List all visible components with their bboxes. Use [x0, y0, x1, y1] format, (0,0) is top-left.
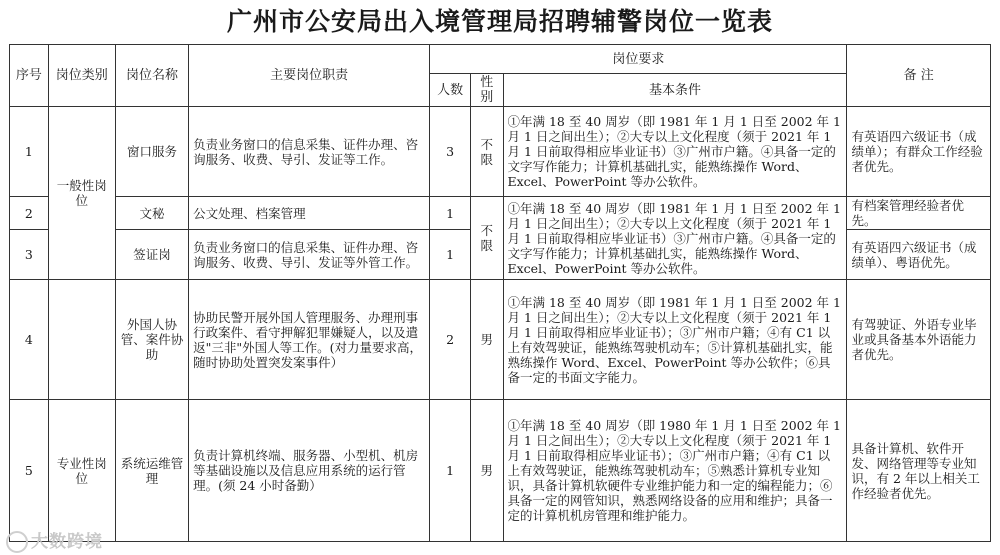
watermark-logo-icon [6, 531, 28, 553]
header-remarks: 备 注 [847, 45, 991, 107]
position-basic: ①年满 18 至 40 周岁（即 1981 年 1 月 1 日至 2002 年 1 月 1 日之间出生）；②大专以上文化程度（须于 2021 年 1 月 1 日前取得相应毕业证书）③广州市户籍。④具备一定的文字写作能力；计算机基础扎实，能熟练操作 Word、Excel、PowerPoint 等办公软件。 [503, 107, 847, 197]
table-row [10, 280, 991, 400]
position-remarks: 具备计算机、软件开发、网络管理等专业知识，有 2 年以上相关工作经验者优先。 [847, 400, 991, 542]
position-count: 3 [430, 107, 471, 197]
header-requirements: 岗位要求 [430, 45, 847, 74]
header-count: 人数 [430, 74, 471, 107]
position-name: 签证岗 [115, 230, 188, 280]
position-count: 1 [430, 400, 471, 542]
position-remarks: 有驾驶证、外语专业毕业或具备基本外语能力者优先。 [847, 280, 991, 400]
table-row [10, 197, 991, 230]
position-name: 窗口服务 [115, 107, 188, 197]
position-count: 1 [430, 197, 471, 230]
header-category: 岗位类别 [48, 45, 115, 107]
header-seq: 序号 [10, 45, 49, 107]
table-row [10, 107, 991, 197]
position-basic: ①年满 18 至 40 周岁（即 1981 年 1 月 1 日至 2002 年 1 月 1 日之间出生）；②大专以上文化程度（须于 2021 年 1 月 1 日前取得相应毕业证书）③广州市户籍。④具备一定的文字写作能力；计算机基础扎实，能熟练操作 Word、Excel、PowerPoint 等办公软件。 [503, 197, 847, 280]
position-basic: ①年满 18 至 40 周岁（即 1980 年 1 月 1 日至 2002 年 1 月 1 日之间出生）；②大专以上文化程度（须于 2021 年 1 月 1 日前取得相应毕业证书）；③广州市户籍；④有 C1 以上有效驾驶证，能熟练驾驶机动车；⑤熟悉计算机专业知识，具备计算机软硬件专业维护能力和一定的编程能力；⑥具备一定的网管知识，熟悉网络设备的应用和维护；具备一定的计算机机房管理和维护能力。 [503, 400, 847, 542]
position-remarks: 有英语四六级证书（成绩单）；有群众工作经验者优先。 [847, 107, 991, 197]
position-remarks: 有英语四六级证书（成绩单）、粤语优先。 [847, 230, 991, 280]
position-name: 系统运维管理 [115, 400, 188, 542]
category-cell-blank [48, 280, 115, 400]
header-name: 岗位名称 [115, 45, 188, 107]
position-count: 2 [430, 280, 471, 400]
watermark [6, 527, 103, 553]
position-count: 1 [430, 230, 471, 280]
position-gender: 男 [470, 280, 503, 400]
table-row [10, 400, 991, 542]
header-gender: 性别 [470, 74, 503, 107]
position-remarks: 有档案管理经验者优先。 [847, 197, 991, 230]
position-duties: 负责计算机终端、服务器、小型机、机房等基础设施以及信息应用系统的运行管理。(须 24 小时备勤） [189, 400, 430, 542]
watermark-text: 大数跨境 [31, 532, 103, 552]
position-name: 外国人协管、案件协助 [115, 280, 188, 400]
row-seq: 2 [10, 197, 49, 230]
header-basic: 基本条件 [503, 74, 847, 107]
header-duties: 主要岗位职责 [189, 45, 430, 107]
category-cell: 专业性岗位 [48, 400, 115, 542]
row-seq: 1 [10, 107, 49, 197]
position-name: 文秘 [115, 197, 188, 230]
page-title: 广州市公安局出入境管理局招聘辅警岗位一览表 [226, 7, 773, 36]
row-seq: 3 [10, 230, 49, 280]
position-gender: 男 [470, 400, 503, 542]
row-seq: 5 [10, 400, 49, 542]
recruitment-table [9, 44, 991, 542]
position-duties: 协助民警开展外国人管理服务、办理刑事行政案件、看守押解犯罪嫌疑人，以及遣返"三非"外国人等工作。(对力量要求高，随时协助处置突发案事件） [189, 280, 430, 400]
position-duties: 负责业务窗口的信息采集、证件办理、咨询服务、收费、导引、发证等工作。 [189, 107, 430, 197]
position-duties: 负责业务窗口的信息采集、证件办理、咨询服务、收费、导引、发证等外管工作。 [189, 230, 430, 280]
position-gender: 不限 [470, 107, 503, 197]
position-gender: 不限 [470, 197, 503, 280]
row-seq: 4 [10, 280, 49, 400]
position-basic: ①年满 18 至 40 周岁（即 1981 年 1 月 1 日至 2002 年 1 月 1 日之间出生）；②大专以上文化程度（须于 2021 年 1 月 1 日前取得相应毕业证书）；③广州市户籍；④有 C1 以上有效驾驶证，能熟练驾驶机动车；⑤计算机基础扎实，能熟练操作 Word、Excel、PowerPoint 等办公软件；⑥具备一定的书面文字能力。 [503, 280, 847, 400]
position-duties: 公文处理、档案管理 [189, 197, 430, 230]
category-cell: 一般性岗位 [48, 107, 115, 280]
